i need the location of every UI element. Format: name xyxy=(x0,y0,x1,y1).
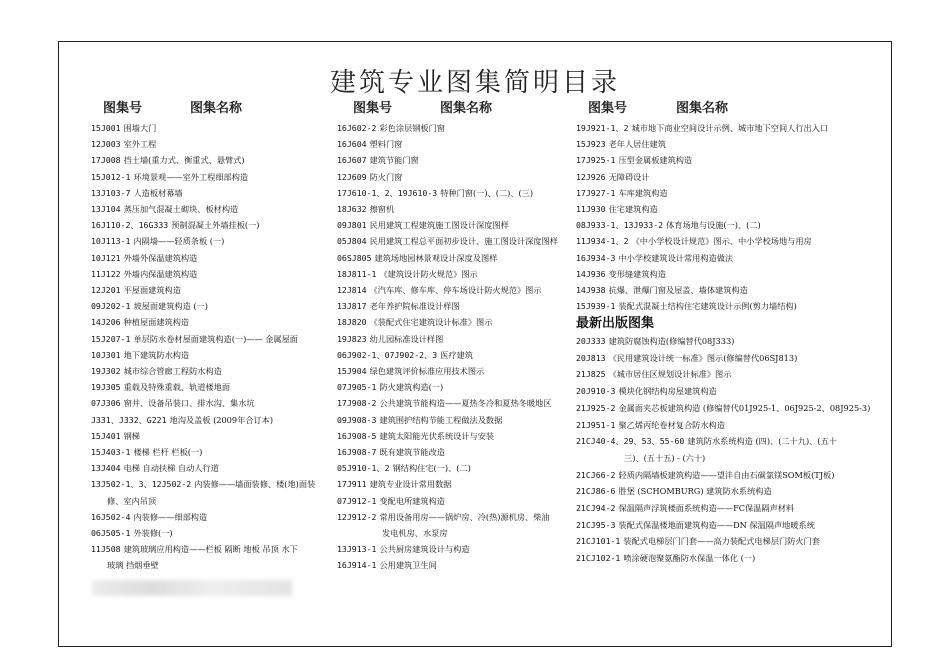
col1-header-number: 图集号 xyxy=(103,101,143,116)
atlas-name: 模块化钢结构房屋建筑构造 xyxy=(618,386,717,397)
atlas-number: 16J908-5 xyxy=(337,430,377,441)
atlas-number: 15J904 xyxy=(337,366,367,376)
atlas-name: 外墙外保温建筑构造 xyxy=(123,252,198,263)
atlas-number: 15J207-1 xyxy=(91,333,131,344)
catalog-entry xyxy=(91,477,315,491)
atlas-number: 20J910-3 xyxy=(576,386,616,397)
atlas-number: 06SJ805 xyxy=(337,252,372,263)
catalog-entry xyxy=(91,202,238,216)
catalog-entry xyxy=(337,494,445,508)
atlas-name: 民用建筑工程总平面初步设计、施工图设计深度图样 xyxy=(369,236,558,247)
catalog-entry xyxy=(337,429,494,443)
atlas-number: 19J921-1、2 xyxy=(576,123,629,133)
atlas-name: 绿色建筑评价标准应用技术图示 xyxy=(369,366,485,376)
atlas-number: 14J938 xyxy=(576,285,606,295)
atlas-number: 18J811-1 xyxy=(337,268,377,279)
atlas-name: 装配式保温楼地面建筑构造——DN 保温隔声地暖系统 xyxy=(618,519,815,530)
atlas-number: 13J502-1、3、12J502-2 xyxy=(91,479,192,490)
section-title-new-releases: 最新出版图集 xyxy=(576,316,655,331)
catalog-entry xyxy=(91,299,208,313)
atlas-name: 钢结构住宅(一)、(二) xyxy=(392,463,471,474)
catalog-entry xyxy=(91,283,181,297)
atlas-name: 重载及特殊重载、轨道楼地面 xyxy=(123,382,231,393)
atlas-name: 轻质内隔墙板建筑构造——望沣自由石碳氯镁SOM板(TJ板) xyxy=(618,469,835,480)
atlas-name: 《民用建筑设计统一标准》图示(修编替代06SJ813) xyxy=(608,352,798,363)
atlas-number: 16J934-3 xyxy=(576,252,616,263)
atlas-number: 16J502-4 xyxy=(91,511,131,522)
atlas-number: 17J927-1 xyxy=(576,187,616,198)
atlas-name: 抗爆、泄爆门窗及屋盖、墙体建筑构造 xyxy=(608,285,748,295)
atlas-name: 建筑防水系统构造 (四)、(二十九)、(五十 xyxy=(687,436,837,447)
catalog-entry xyxy=(337,348,473,362)
atlas-number: 20J333 xyxy=(576,336,606,346)
catalog-entry xyxy=(337,542,470,556)
catalog-entry xyxy=(337,218,509,232)
atlas-name: 胜堡 (SCHOMBURG) 建筑防水系统构造 xyxy=(618,486,772,497)
atlas-number: 14J206 xyxy=(91,317,121,328)
atlas-name: 防火门窗 xyxy=(369,171,403,182)
atlas-name: 建筑防腐蚀构造(修编替代08J333) xyxy=(608,336,735,346)
atlas-name: 平屋面建筑构造 xyxy=(123,285,181,295)
catalog-entry xyxy=(91,251,197,265)
blurred-footer-text xyxy=(92,580,292,596)
atlas-name: 医疗建筑 xyxy=(440,349,473,360)
atlas-number: 21CJ101-1 xyxy=(576,536,621,547)
catalog-entry xyxy=(91,332,298,346)
atlas-name: 预制混凝土外墙挂板(一) xyxy=(171,220,260,231)
col3-header-number: 图集号 xyxy=(588,101,628,116)
atlas-number: 16J602-2 xyxy=(337,123,377,133)
atlas-name: 围墙大门 xyxy=(123,123,157,133)
atlas-number: 10J301 xyxy=(91,349,121,360)
catalog-entry xyxy=(337,461,471,475)
atlas-name: 《汽车库、修车库、停车场设计防火规范》图示 xyxy=(369,285,542,295)
atlas-name: 装配式电梯层门门套——高力装配式电梯层门防火门套 xyxy=(623,536,820,547)
atlas-name: 车库建筑构造 xyxy=(618,187,668,198)
atlas-number: J331、J332、G221 xyxy=(91,414,167,425)
atlas-number: 12J201 xyxy=(91,285,121,295)
catalog-entry xyxy=(337,202,394,216)
atlas-number: 21CJ94-2 xyxy=(576,503,616,513)
atlas-number: 15J001 xyxy=(91,123,121,133)
atlas-name: 室外工程 xyxy=(123,139,157,150)
atlas-number: 21J951-1 xyxy=(576,419,616,430)
atlas-name: 常用设备用房——锅炉房、冷(热)源机房、柴油 xyxy=(379,511,550,522)
page-title: 建筑专业图集简明目录 xyxy=(329,68,620,98)
catalog-entry xyxy=(576,153,692,167)
atlas-number: 06J505-1 xyxy=(91,528,131,538)
catalog-entry xyxy=(576,551,755,565)
catalog-entry xyxy=(576,501,794,515)
atlas-name: 窗井、设备吊装口、排水沟、集水坑 xyxy=(123,398,255,409)
atlas-name: 聚乙烯丙纶卷材复合防水构造 xyxy=(618,419,725,430)
atlas-name: 公共厨房建筑设计与构造 xyxy=(379,544,470,555)
atlas-number: 09J908-3 xyxy=(337,414,377,425)
atlas-number: 21CJ102-1 xyxy=(576,553,621,564)
catalog-entry xyxy=(576,367,731,381)
atlas-number: 09J801 xyxy=(337,220,367,231)
catalog-entry xyxy=(91,542,298,556)
catalog-entry xyxy=(576,202,658,216)
catalog-entry xyxy=(576,418,725,432)
atlas-number: 13J913-1 xyxy=(337,544,377,555)
atlas-number: 12J912-2 xyxy=(337,511,377,522)
atlas-name: 既有建筑节能改造 xyxy=(379,447,445,457)
atlas-name: 内装修——墙面装修、楼(地)面装 xyxy=(194,479,316,490)
catalog-entry xyxy=(576,534,820,548)
catalog-entry xyxy=(576,218,761,232)
atlas-number: 15J923 xyxy=(576,139,606,150)
atlas-number: 07J912-1 xyxy=(337,495,377,506)
atlas-number: 05J804 xyxy=(337,236,367,247)
atlas-name: 三)、(五十五) - (六十) xyxy=(624,452,706,463)
atlas-name: 城市地下商业空间设计示例、城市地下空间人行出入口 xyxy=(631,123,829,133)
catalog-entry xyxy=(91,153,245,167)
catalog-entry xyxy=(576,351,797,365)
atlas-number: 12J609 xyxy=(337,171,367,182)
atlas-number: 07J905-1 xyxy=(337,382,377,393)
atlas-name: 内装修——细部构造 xyxy=(133,511,208,522)
atlas-name: 擦窗机 xyxy=(369,204,395,214)
col1-header-name: 图集名称 xyxy=(190,101,243,116)
atlas-name: 钢梯 xyxy=(123,430,140,441)
catalog-entry xyxy=(576,267,666,281)
atlas-number: 11J934-1、2 xyxy=(576,236,629,247)
atlas-name: 幼儿园标准设计样图 xyxy=(369,333,444,344)
atlas-name: 内隔墙——轻质条板 (一) xyxy=(133,236,225,247)
atlas-number: 17J911 xyxy=(337,479,367,490)
atlas-name: 发电机房、水泵房 xyxy=(382,528,448,538)
catalog-entry xyxy=(91,267,197,281)
atlas-name: 建筑场地园林景观设计深度及图样 xyxy=(374,252,498,263)
catalog-entry xyxy=(337,251,497,265)
atlas-name: 彩色涂层钢板门窗 xyxy=(379,123,445,133)
catalog-entry xyxy=(576,251,733,265)
catalog-entry xyxy=(576,334,734,348)
atlas-name: 地沟及盖板 (2009年合订本) xyxy=(169,414,274,425)
catalog-entry xyxy=(337,380,443,394)
catalog-entry xyxy=(337,477,451,491)
catalog-entry xyxy=(107,494,156,508)
atlas-name: 老年人居住建筑 xyxy=(608,139,666,150)
atlas-name: 喷涂硬泡聚氨酯防水保温一体化 (一) xyxy=(623,553,756,564)
atlas-name: 民用建筑工程建筑施工图设计深度图样 xyxy=(369,220,509,231)
catalog-entry xyxy=(576,401,870,415)
catalog-entry xyxy=(337,364,484,378)
col3-header-name: 图集名称 xyxy=(676,101,729,116)
catalog-entry xyxy=(337,558,437,572)
atlas-name: 建筑太阳能光伏系统设计与安装 xyxy=(379,430,495,441)
atlas-number: 14J936 xyxy=(576,268,606,279)
atlas-number: 16J914-1 xyxy=(337,560,377,571)
atlas-number: 15J403-1 xyxy=(91,447,131,457)
atlas-name: 变形缝建筑构造 xyxy=(608,268,666,279)
atlas-name: 蒸压加气混凝土砌块、板材构造 xyxy=(123,204,239,214)
atlas-name: 金属面夹芯板建筑构造 (修编替代01J925-1、06J925-2、08J925-3) xyxy=(618,402,871,413)
catalog-entry xyxy=(91,429,140,443)
atlas-name: 保温隔声浮筑楼面系统构造——FC保温隔声材料 xyxy=(618,503,795,513)
atlas-name: 公用建筑卫生间 xyxy=(379,560,437,571)
atlas-name: 楼梯 栏杆 栏板(一) xyxy=(133,447,203,457)
atlas-name: 环境景观——室外工程细部构造 xyxy=(133,171,249,182)
atlas-name: 塑料门窗 xyxy=(369,139,403,150)
atlas-number: 18J820 xyxy=(337,317,367,328)
atlas-name: 变配电所建筑构造 xyxy=(379,495,445,506)
atlas-number: 21J925-2 xyxy=(576,402,616,413)
atlas-number: 18J632 xyxy=(337,204,367,214)
atlas-number: 12J003 xyxy=(91,139,121,150)
atlas-number: 06J902-1、07J902-2、3 xyxy=(337,349,438,360)
catalog-entry xyxy=(337,267,478,281)
atlas-number: 12J814 xyxy=(337,285,367,295)
atlas-number: 13J104 xyxy=(91,204,121,214)
atlas-number: 21CJ86-6 xyxy=(576,486,616,497)
atlas-number: 20J813 xyxy=(576,352,606,363)
atlas-number: 19J302 xyxy=(91,366,121,376)
col2-header-number: 图集号 xyxy=(353,101,393,116)
catalog-entry xyxy=(337,170,402,184)
catalog-entry xyxy=(337,153,419,167)
atlas-number: 17J925-1 xyxy=(576,155,616,166)
atlas-number: 07J306 xyxy=(91,398,121,409)
atlas-number: 05J910-1、2 xyxy=(337,463,390,474)
catalog-entry xyxy=(91,218,259,232)
atlas-name: 防火建筑构造(一) xyxy=(379,382,444,393)
catalog-entry xyxy=(576,384,717,398)
catalog-entry xyxy=(91,396,255,410)
catalog-entry xyxy=(576,484,772,498)
atlas-number: 13J817 xyxy=(337,301,367,312)
catalog-entry xyxy=(576,518,815,532)
catalog-entry xyxy=(337,121,445,135)
atlas-number: 13J404 xyxy=(91,463,121,474)
catalog-entry xyxy=(337,413,502,427)
catalog-entry xyxy=(576,121,828,135)
atlas-name: 电梯 自动扶梯 自动人行道 xyxy=(123,463,219,474)
atlas-name: 公共建筑节能构造——夏热冬冷和夏热冬暖地区 xyxy=(379,398,552,409)
atlas-name: 压型金属板建筑构造 xyxy=(618,155,693,166)
atlas-number: 16J604 xyxy=(337,139,367,150)
catalog-entry xyxy=(91,445,202,459)
atlas-name: 挡土墙(重力式、衡重式、悬臂式) xyxy=(123,155,245,166)
catalog-entry xyxy=(624,451,705,465)
atlas-name: 建筑节能门窗 xyxy=(369,155,419,166)
atlas-name: 特种门窗(一)、(二)、(三) xyxy=(440,187,534,198)
catalog-entry xyxy=(337,137,402,151)
catalog-entry xyxy=(337,510,550,524)
catalog-entry xyxy=(337,332,443,346)
atlas-name: 人造板材幕墙 xyxy=(133,187,183,198)
catalog-entry xyxy=(91,170,248,184)
atlas-name: 无障碍设计 xyxy=(608,171,650,182)
atlas-number: 09J202-1 xyxy=(91,301,131,312)
catalog-entry xyxy=(576,186,668,200)
atlas-number: 19J305 xyxy=(91,382,121,393)
atlas-number: 08J933-1、13J933-2 xyxy=(576,220,664,231)
catalog-entry xyxy=(91,461,219,475)
catalog-entry xyxy=(91,315,189,329)
atlas-number: 12J926 xyxy=(576,171,606,182)
atlas-number: 15J939-1 xyxy=(576,301,616,312)
catalog-entry xyxy=(576,468,834,482)
atlas-name: 《中小学校设计规范》图示、中小学校场地与用房 xyxy=(631,236,812,247)
atlas-name: 体育场地与设施(一)、(二) xyxy=(666,220,761,231)
atlas-name: 城市综合管廊工程防水构造 xyxy=(123,366,222,376)
catalog-entry xyxy=(91,413,273,427)
atlas-number: 11J508 xyxy=(91,544,121,555)
catalog-entry xyxy=(91,380,230,394)
catalog-entry xyxy=(91,121,156,135)
atlas-name: 地下建筑防水构造 xyxy=(123,349,190,360)
atlas-number: 21CJ66-2 xyxy=(576,469,616,480)
catalog-entry xyxy=(576,234,812,248)
atlas-number: 10J121 xyxy=(91,252,121,263)
catalog-entry xyxy=(576,283,748,297)
atlas-number: 21J825 xyxy=(576,369,606,380)
catalog-entry xyxy=(91,364,222,378)
atlas-number: 16J110-2、16G333 xyxy=(91,220,169,231)
catalog-entry xyxy=(337,186,533,200)
catalog-entry xyxy=(107,558,159,572)
catalog-entry xyxy=(576,434,837,448)
atlas-number: 16J908-7 xyxy=(337,447,377,457)
atlas-name: 种植屋面建筑构造 xyxy=(123,317,190,328)
atlas-name: 玻璃 挡烟垂壁 xyxy=(107,560,159,571)
catalog-entry xyxy=(576,170,650,184)
atlas-number: 21CJ40-4、29、53、55-60 xyxy=(576,436,685,447)
atlas-name: 《建筑设计防火规范》图示 xyxy=(379,268,478,279)
atlas-name: 中小学校建筑设计常用构造做法 xyxy=(618,252,734,263)
atlas-number: 13J103-7 xyxy=(91,187,131,198)
atlas-number: 17J610-1、2、19J610-3 xyxy=(337,187,438,198)
atlas-name: 老年养护院标准设计样图 xyxy=(369,301,460,312)
atlas-name: 建筑围护结构节能工程做法及数据 xyxy=(379,414,503,425)
catalog-entry xyxy=(91,234,224,248)
atlas-number: 15J012-1 xyxy=(91,171,131,182)
atlas-name: 修、室内吊顶 xyxy=(107,495,157,506)
atlas-number: 17J008 xyxy=(91,155,121,166)
catalog-entry xyxy=(91,526,173,540)
catalog-entry xyxy=(91,348,189,362)
atlas-number: 17J908-2 xyxy=(337,398,377,409)
atlas-number: 19J823 xyxy=(337,333,367,344)
atlas-number: 10J113-1 xyxy=(91,236,131,247)
catalog-entry xyxy=(337,396,551,410)
atlas-name: 装配式混凝土结构住宅建筑设计示例(剪力墙结构) xyxy=(618,301,797,312)
atlas-number: 11J930 xyxy=(576,204,606,214)
catalog-entry xyxy=(91,186,183,200)
atlas-name: 外装修(一) xyxy=(133,528,173,538)
atlas-name: 坡屋面建筑构造 (一) xyxy=(133,301,208,312)
catalog-entry xyxy=(91,137,156,151)
atlas-name: 建筑专业设计常用数据 xyxy=(369,479,452,490)
catalog-entry xyxy=(382,526,448,540)
atlas-name: 《城市居住区规划设计标准》图示 xyxy=(608,369,732,380)
atlas-name: 外墙内保温建筑构造 xyxy=(123,268,198,279)
atlas-number: 11J122 xyxy=(91,268,121,279)
catalog-entry xyxy=(337,283,542,297)
atlas-number: 16J607 xyxy=(337,155,367,166)
col2-header-name: 图集名称 xyxy=(440,101,493,116)
atlas-number: 15J401 xyxy=(91,430,121,441)
catalog-entry xyxy=(576,137,666,151)
atlas-name: 单层防水卷材屋面建筑构造(一)—— 金属屋面 xyxy=(133,333,298,344)
catalog-entry xyxy=(337,445,445,459)
catalog-entry xyxy=(337,299,460,313)
catalog-entry xyxy=(337,234,558,248)
atlas-name: 建筑玻璃应用构造——栏板 隔断 地板 吊顶 水下 xyxy=(123,544,298,555)
atlas-name: 住宅建筑构造 xyxy=(608,204,658,214)
atlas-number: 21CJ95-3 xyxy=(576,519,616,530)
catalog-entry xyxy=(337,315,492,329)
catalog-entry xyxy=(91,510,207,524)
atlas-name: 《装配式住宅建筑设计标准》图示 xyxy=(369,317,493,328)
